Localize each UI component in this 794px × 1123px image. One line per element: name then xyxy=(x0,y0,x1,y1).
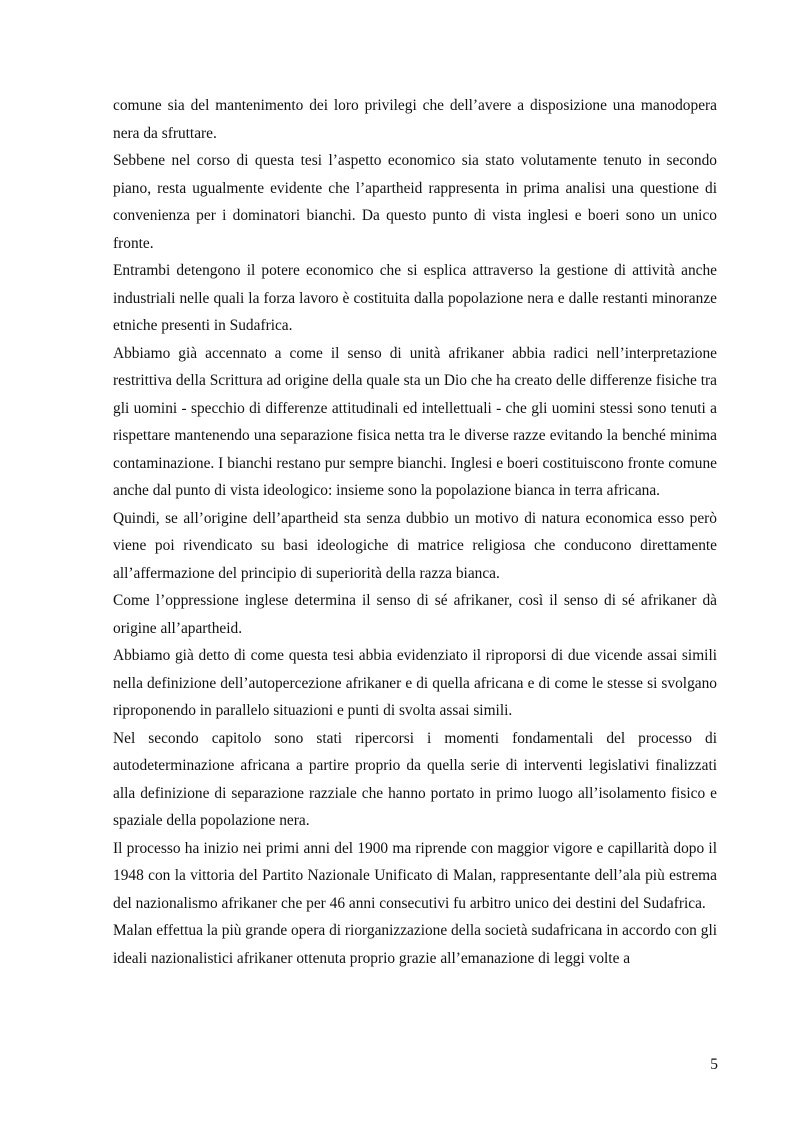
page-number: 5 xyxy=(710,1056,718,1073)
paragraph-4: Abbiamo già accennato a come il senso di unità afrikaner abbia radici nell’interpretazione restrittiva della Scrittura ad origine della quale sta un Dio che ha creato delle differenze fisiche tra gli uomini - specchio di differenze attitudinali ed intellettuali - che gli uomini stessi sono tenuti a rispettare mantenendo una separazione fisica netta tra le diverse razze evitando la benché minima contaminazione. I bianchi restano pur sempre bianchi. Inglesi e boeri costituiscono fronte comune anche dal punto di vista ideologico: insieme sono la popolazione bianca in terra africana. xyxy=(113,344,717,499)
paragraph-9: Il processo ha inizio nei primi anni del 1900 ma riprende con maggior vigore e capillarità dopo il 1948 con la vittoria del Partito Nazionale Unificato di Malan, rappresentante dell’ala più estrema del nazionalismo afrikaner che per 46 anni consecutivi fu arbitro unico dei destini del Sudafrica. xyxy=(113,839,717,912)
paragraph-8: Nel secondo capitolo sono stati ripercorsi i momenti fondamentali del processo di autodeterminazione africana a partire proprio da quella serie di interventi legislativi finalizzati alla definizione di separazione razziale che hanno portato in primo luogo all’isolamento fisico e spaziale della popolazione nera. xyxy=(113,729,717,829)
document-body xyxy=(113,92,717,972)
paragraph-5: Quindi, se all’origine dell’apartheid sta senza dubbio un motivo di natura economica esso però viene poi rivendicato su basi ideologiche di matrice religiosa che conducono direttamente all’affermazione del principio di superiorità della razza bianca. xyxy=(113,509,717,582)
paragraph-7: Abbiamo già detto di come questa tesi abbia evidenziato il riproporsi di due vicende assai simili nella definizione dell’autopercezione afrikaner e di quella africana e di come le stesse si svolgano riproponendo in parallelo situazioni e punti di svolta assai simili. xyxy=(113,647,717,719)
paragraph-6: Come l’oppressione inglese determina il senso di sé afrikaner, così il senso di sé afrikaner dà origine all’apartheid. xyxy=(113,592,717,637)
paragraph-1: comune sia del mantenimento dei loro privilegi che dell’avere a disposizione una manodopera nera da sfruttare. xyxy=(113,97,717,142)
paragraph-2: Sebbene nel corso di questa tesi l’aspetto economico sia stato volutamente tenuto in secondo piano, resta ugualmente evidente che l’apartheid rappresenta in prima analisi una questione di convenienza per i dominatori bianchi. Da questo punto di vista inglesi e boeri sono un unico fronte. xyxy=(113,152,717,252)
paragraph-3: Entrambi detengono il potere economico che si esplica attraverso la gestione di attività anche industriali nelle quali la forza lavoro è costituita dalla popolazione nera e dalle restanti minoranze etniche presenti in Sudafrica. xyxy=(113,262,717,334)
paragraph-10: Malan effettua la più grande opera di riorganizzazione della società sudafricana in accordo con gli ideali nazionalistici afrikaner ottenuta proprio grazie all’emanazione di leggi volte a xyxy=(113,922,717,967)
